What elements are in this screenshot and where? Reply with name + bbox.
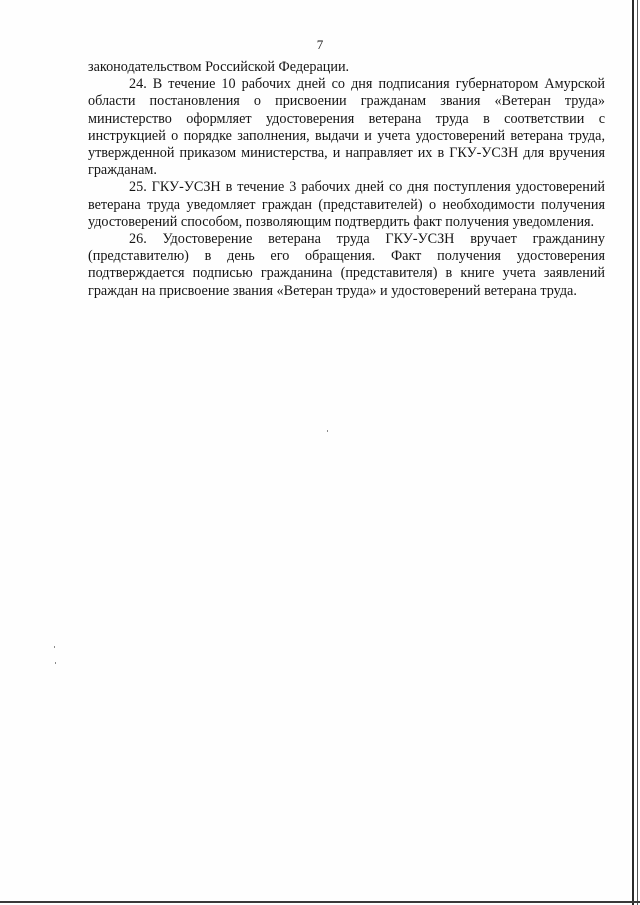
paragraph-24: 24. В течение 10 рабочих дней со дня подписания губернатором Амурской области постановления о присвоении гражданам звания «Ветеран труда» министерство оформляет удостоверения ветерана труда в соответствии с инструкцией о порядке заполнения, выдачи и учета удостоверений ветерана труда, утвержденной приказом министерства, и направляет их в ГКУ-УСЗН для вручения гражданам. bbox=[88, 76, 605, 179]
scan-edge-bottom bbox=[0, 901, 640, 903]
scan-speck bbox=[55, 662, 56, 664]
scan-speck bbox=[54, 646, 55, 648]
document-body bbox=[88, 59, 605, 300]
paragraph-continuation: законодательством Российской Федерации. bbox=[88, 59, 350, 75]
scan-edge-right-inner bbox=[637, 0, 638, 905]
scan-speck bbox=[327, 430, 328, 432]
page-number: 7 bbox=[316, 37, 324, 52]
scan-edge-right bbox=[632, 0, 634, 905]
paragraph-26: 26. Удостоверение ветерана труда ГКУ-УСЗН вручает гражданину (представителю) в день его обращения. Факт получения удостоверения подтверждается подписью гражданина (представителя) в книге учета заявлений граждан на присвоение звания «Ветеран труда» и удостоверений ветерана труда. bbox=[88, 231, 605, 299]
paragraph-25: 25. ГКУ-УСЗН в течение 3 рабочих дней со дня поступления удостоверений ветерана труда уведомляет граждан (представителей) о необходимости получения удостоверений способом, позволяющим подтвердить факт получения уведомления. bbox=[88, 179, 605, 230]
